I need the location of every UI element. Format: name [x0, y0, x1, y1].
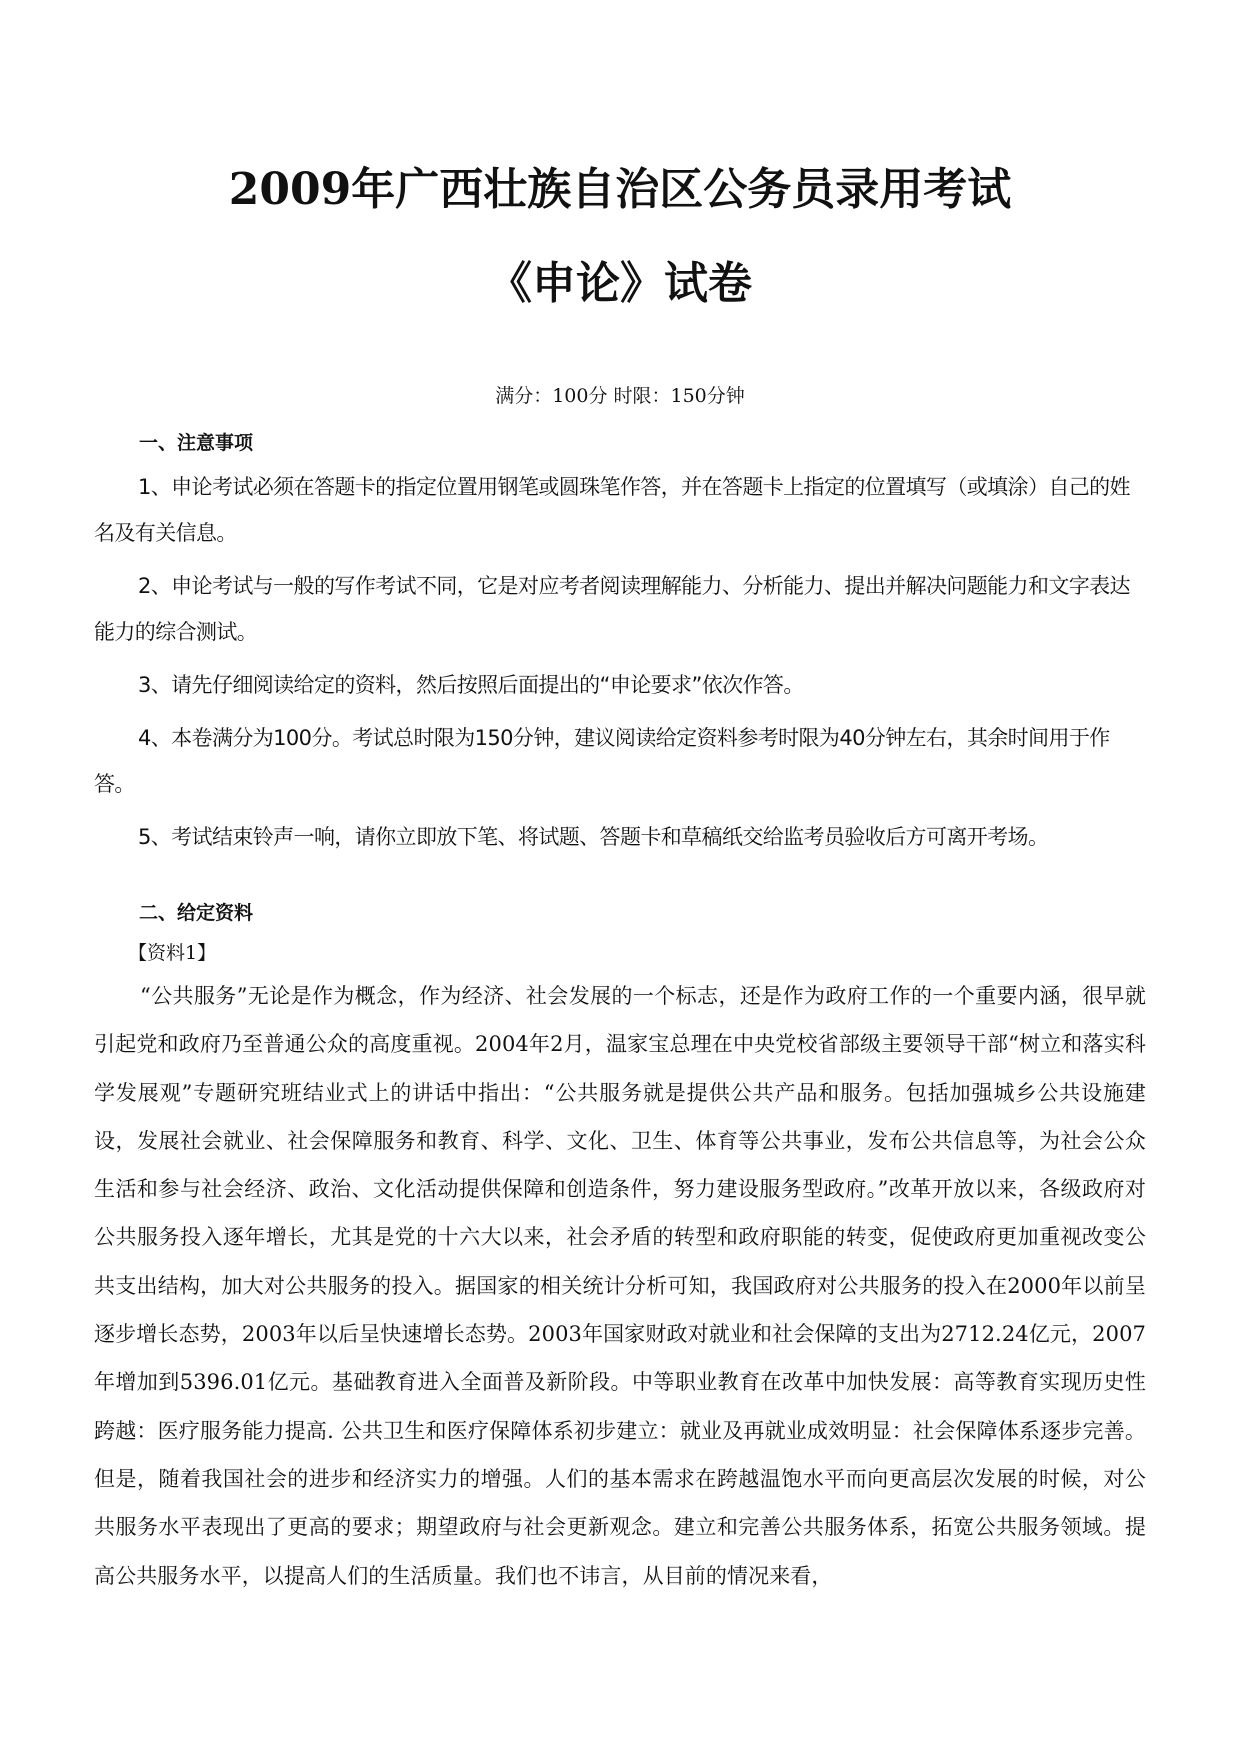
document-title-line1: 2009年广西壮族自治区公务员录用考试 — [228, 164, 1012, 215]
section-heading-notes: 一、注意事项 — [139, 432, 254, 454]
notes-item: 3、请先仔细阅读给定的资料，然后按照后面提出的“申论要求”依次作答。 — [138, 673, 804, 697]
material-label: 【资料1】 — [128, 942, 217, 964]
notes-item: 1、申论考试必须在答题卡的指定位置用钢笔或圆珠笔作答，并在答题卡上指定的位置填写（或填涂）自己的姓名及有关信息。 — [94, 475, 1130, 545]
material-paragraph: “公共服务”无论是作为概念，作为经济、社会发展的一个标志，还是作为政府工作的一个重要内涵，很早就引起党和政府乃至普通公众的高度重视。2004年2月，温家宝总理在中央党校省部级主要领导干部“树立和落实科学发展观”专题研究班结业式上的讲话中指出：“公共服务就是提供公共产品和服务。包括加强城乡公共设施建设，发展社会就业、社会保障服务和教育、科学、文化、卫生、体育等公共事业，发布公共信息等，为社会公众生活和参与社会经济、政治、文化活动提供保障和创造条件，努力建设服务型政府。”改革开放以来，各级政府对公共服务投入逐年增长，尤其是党的十六大以来，社会矛盾的转型和政府职能的转变，促使政府更加重视改变公共支出结构，加大对公共服务的投入。据国家的相关统计分析可知，我国政府对公共服务的投入在2000年以前呈逐步增长态势，2003年以后呈快速增长态势。2003年国家财政对就业和社会保障的支出为2712.24亿元，2007年增加到5396.01亿元。基础教育进入全面普及新阶段。中等职业教育在改革中加快发展：高等教育实现历史性跨越：医疗服务能力提高. 公共卫生和医疗保障体系初步建立：就业及再就业成效明显：社会保障体系逐步完善。但是，随着我国社会的进步和经济实力的增强。人们的基本需求在跨越温饱水平而向更高层次发展的时候，对公共服务水平表现出了更高的要求；期望政府与社会更新观念。建立和完善公共服务体系，拓宽公共服务领域。提高公共服务水平，以提高人们的生活质量。我们也不讳言，从目前的情况来看， — [94, 984, 1146, 1588]
notes-list — [94, 464, 1144, 867]
score-and-time-limit: 满分：100分 时限：150分钟 — [495, 385, 745, 407]
notes-item: 5、考试结束铃声一响，请你立即放下笔、将试题、答题卡和草稿纸交给监考员验收后方可离开考场。 — [138, 825, 1049, 849]
notes-item: 4、本卷满分为100分。考试总时限为150分钟，建议阅读给定资料参考时限为40分钟左右，其余时间用于作答。 — [94, 726, 1110, 796]
section-heading-materials: 二、给定资料 — [139, 902, 254, 924]
notes-item: 2、申论考试与一般的写作考试不同，它是对应考者阅读理解能力、分析能力、提出并解决问题能力和文字表达能力的综合测试。 — [94, 574, 1130, 644]
document-title-line2: 《申论》试卷 — [488, 258, 752, 309]
